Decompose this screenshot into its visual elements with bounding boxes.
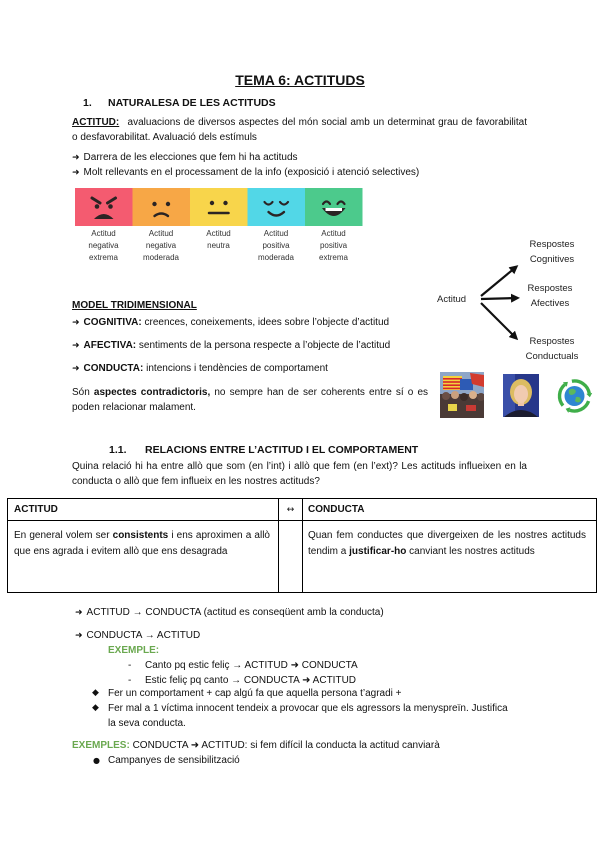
examples-label: EXEMPLES: xyxy=(72,740,130,751)
cell-text: Quan fem conductes que divergeixen de les nostres actituds tendim a xyxy=(308,530,586,557)
scale-label-line: neutra xyxy=(207,241,230,250)
flag-stripe xyxy=(443,384,462,386)
example-label: EXEMPLE: xyxy=(108,645,160,656)
examples-line xyxy=(72,738,440,753)
arrow-bullet-icon: ➜ xyxy=(72,341,80,351)
conduct-cell xyxy=(303,521,597,593)
section-heading: NATURALESA DE LES ACTITUDS xyxy=(108,97,276,109)
scale-tile xyxy=(133,188,191,226)
cell-text: En general volem ser xyxy=(14,530,113,541)
blue-flag xyxy=(460,379,473,390)
diamond-item: Fer mal a 1 víctima innocent tendeix a provocar que els agressors la menyspreïn. Justifica la seva conducta. xyxy=(108,703,508,729)
recycle-arrowhead xyxy=(586,393,592,397)
eye xyxy=(166,202,170,206)
scale-tile xyxy=(75,188,133,226)
grinning-face-icon xyxy=(305,188,363,226)
definition-term: ACTITUD: xyxy=(72,117,120,128)
key-point-text: Darrera de les elecciones que fem hi ha actituds xyxy=(83,152,298,163)
diagram-target-line: Afectives xyxy=(530,297,570,309)
direction-item xyxy=(75,628,200,644)
scale-tile xyxy=(248,188,306,226)
scale-label-line: positiva xyxy=(319,241,348,250)
model-component-affective xyxy=(72,338,390,354)
scale-label-negative-extreme xyxy=(75,228,132,264)
key-point-text: Molt rellevants en el processament de la info (exposició i atenció selectives) xyxy=(83,167,420,178)
scale-label-line: Actitud xyxy=(206,229,231,238)
cell-emphasis: consistents xyxy=(112,530,169,541)
subsection-heading: RELACIONS ENTRE L’ACTITUD I EL COMPORTAMENT xyxy=(145,444,419,456)
model-component-cognitive xyxy=(72,315,389,331)
examples-item: Campanyes de sensibilització xyxy=(108,755,240,766)
table-row xyxy=(8,521,597,593)
scale-label-negative-moderate xyxy=(133,228,190,264)
arrow-bullet-icon: ➜ xyxy=(72,153,80,163)
dash-bullet: - xyxy=(128,660,132,671)
crowd-head xyxy=(442,392,450,400)
dash-bullet: - xyxy=(128,675,132,686)
scale-tile xyxy=(305,188,363,226)
diagram-target-line: Respostes xyxy=(529,239,575,250)
diagram-source-label: Actitud xyxy=(437,294,467,305)
component-term: CONDUCTA: xyxy=(83,363,144,374)
flag-stripe xyxy=(443,381,462,383)
cell-text: canviant les nostres actituds xyxy=(406,545,535,557)
conduct-cell-text xyxy=(303,521,596,559)
definition-paragraph xyxy=(72,115,527,145)
arrow-bullet-icon: ➜ xyxy=(72,364,80,374)
note-emphasis: aspectes contradictoris, xyxy=(93,387,211,398)
smiling-face-icon xyxy=(248,188,306,226)
component-text: creences, coneixements, idees sobre l’objecte d’actitud xyxy=(144,317,390,328)
teeth xyxy=(326,208,343,211)
scale-label-line: moderada xyxy=(257,253,295,262)
note-text: no sempre han de ser coherents entre sí o es poden relacionar malament. xyxy=(72,387,429,413)
diamond-bullet-icon: ◆ xyxy=(92,688,99,698)
diagram-target-line: Conductuals xyxy=(525,350,579,362)
scale-label-line: Actitud xyxy=(148,229,174,238)
table-header-row xyxy=(8,499,597,521)
neutral-face-icon xyxy=(190,188,248,226)
note-text: Són xyxy=(72,387,94,398)
key-point xyxy=(72,165,419,181)
diagram-target-line: Respostes xyxy=(527,283,573,294)
arrow-to-behavioural xyxy=(481,303,516,338)
scale-label-neutral xyxy=(190,228,247,252)
globe xyxy=(565,386,585,406)
crowd-head xyxy=(460,393,468,401)
scale-label-line: Actitud xyxy=(263,229,289,238)
sad-face-icon xyxy=(133,188,191,226)
scale-label-line: negativa xyxy=(145,241,177,250)
subsection-question: Quina relació hi ha entre allò que som (en l’int) i allò que fem (en l’ext)? Les actituds influeixen en la conducta o allò que fem influeix en les nostres actituds? xyxy=(72,461,527,487)
scale-label-positive-moderate xyxy=(248,228,305,264)
direction-item xyxy=(75,605,384,621)
definition-text: avaluacions de diversos aspectes del món social amb un determinat grau de favorabilitat o desfavorabilitat. Avaluació dels estímuls xyxy=(72,117,528,143)
direction-text: ACTITUD → CONDUCTA (actitud es conseqüent amb la conducta) xyxy=(86,607,384,618)
flag-stripe xyxy=(443,378,462,380)
header-conduct: CONDUCTA xyxy=(303,499,597,521)
eye xyxy=(95,204,100,209)
scale-label-line: positiva xyxy=(262,241,290,250)
crowd-banner xyxy=(448,404,457,411)
section-number: 1. xyxy=(83,97,92,109)
diamond-item: Fer un comportament + cap algú fa que aquella persona t’agradi + xyxy=(108,688,402,699)
protest-photo xyxy=(440,372,484,418)
diagram-target-behavioural xyxy=(517,335,587,364)
component-text: sentiments de la persona respecte a l’objecte de l’actitud xyxy=(138,340,391,351)
scale-label-positive-extreme xyxy=(305,228,362,264)
arrow-bullet-icon: ➜ xyxy=(75,631,83,641)
eye xyxy=(223,201,227,205)
eye xyxy=(108,204,113,209)
portrait-photo xyxy=(503,374,539,417)
diagram-target-line: Cognitives xyxy=(529,253,575,265)
diamond-bullet-icon: ◆ xyxy=(92,703,99,713)
example-item: Canto pq estic feliç → ACTITUD ➜ CONDUCTA xyxy=(145,660,358,671)
direction-text: CONDUCTA → ACTITUD xyxy=(86,630,201,641)
component-text: intencions i tendències de comportament xyxy=(146,363,328,374)
diagram-target-affective xyxy=(515,282,585,311)
face xyxy=(514,385,528,403)
arrow-to-affective xyxy=(481,298,517,299)
cell-text: i ens aproximen a allò que ens agrada i evitem allò que ens desagrada xyxy=(14,530,270,557)
recycle-icon xyxy=(556,377,593,415)
attitude-cell xyxy=(8,521,279,593)
bullet-icon: ● xyxy=(93,756,100,765)
arrow-to-cognitive xyxy=(481,267,516,296)
model-note xyxy=(72,385,428,415)
header-bidirectional-arrow: ↔ xyxy=(279,499,303,521)
scale-label-line: negativa xyxy=(88,241,119,250)
eye xyxy=(210,201,214,205)
arrow-bullet-icon: ➜ xyxy=(72,318,80,328)
subsection-number: 1.1. xyxy=(109,444,127,456)
very-angry-face-icon xyxy=(75,188,133,226)
component-term: AFECTIVA: xyxy=(83,340,137,351)
example-item: Estic feliç pq canto → CONDUCTA ➜ ACTITUD xyxy=(145,675,357,686)
diagram-target-cognitive xyxy=(517,238,587,267)
attitude-scale-faces xyxy=(75,188,363,226)
scale-label-line: Actitud xyxy=(321,229,346,238)
arrow-bullet-icon: ➜ xyxy=(72,168,80,178)
scale-label-line: extrema xyxy=(319,253,348,262)
arrow-bullet-icon: ➜ xyxy=(75,608,83,618)
scale-tile xyxy=(190,188,248,226)
key-point xyxy=(72,150,298,166)
examples-text: CONDUCTA ➜ ACTITUD: si fem difícil la conducta la actitud canviarà xyxy=(132,740,440,751)
cell-emphasis: justificar-ho xyxy=(349,545,407,557)
scale-label-line: Actitud xyxy=(91,229,116,238)
component-term: COGNITIVA: xyxy=(83,317,142,328)
scale-label-line: extrema xyxy=(89,253,118,262)
crowd-banner xyxy=(466,405,476,411)
comparison-table xyxy=(7,498,597,593)
flag-stripe xyxy=(443,388,462,390)
page-title: TEMA 6: ACTITUDS xyxy=(235,72,365,88)
scale-label-line: moderada xyxy=(142,253,180,262)
header-attitude: ACTITUD xyxy=(8,499,279,521)
diagram-target-line: Respostes xyxy=(529,336,575,347)
model-component-behavioural xyxy=(72,361,328,377)
arrow-cell xyxy=(279,521,303,593)
crowd-head xyxy=(451,391,459,399)
eye xyxy=(152,202,156,206)
crowd-head xyxy=(469,391,477,399)
attitude-cell-text xyxy=(8,521,278,559)
recycle-arrow xyxy=(560,385,565,406)
model-heading: MODEL TRIDIMENSIONAL xyxy=(72,300,197,311)
